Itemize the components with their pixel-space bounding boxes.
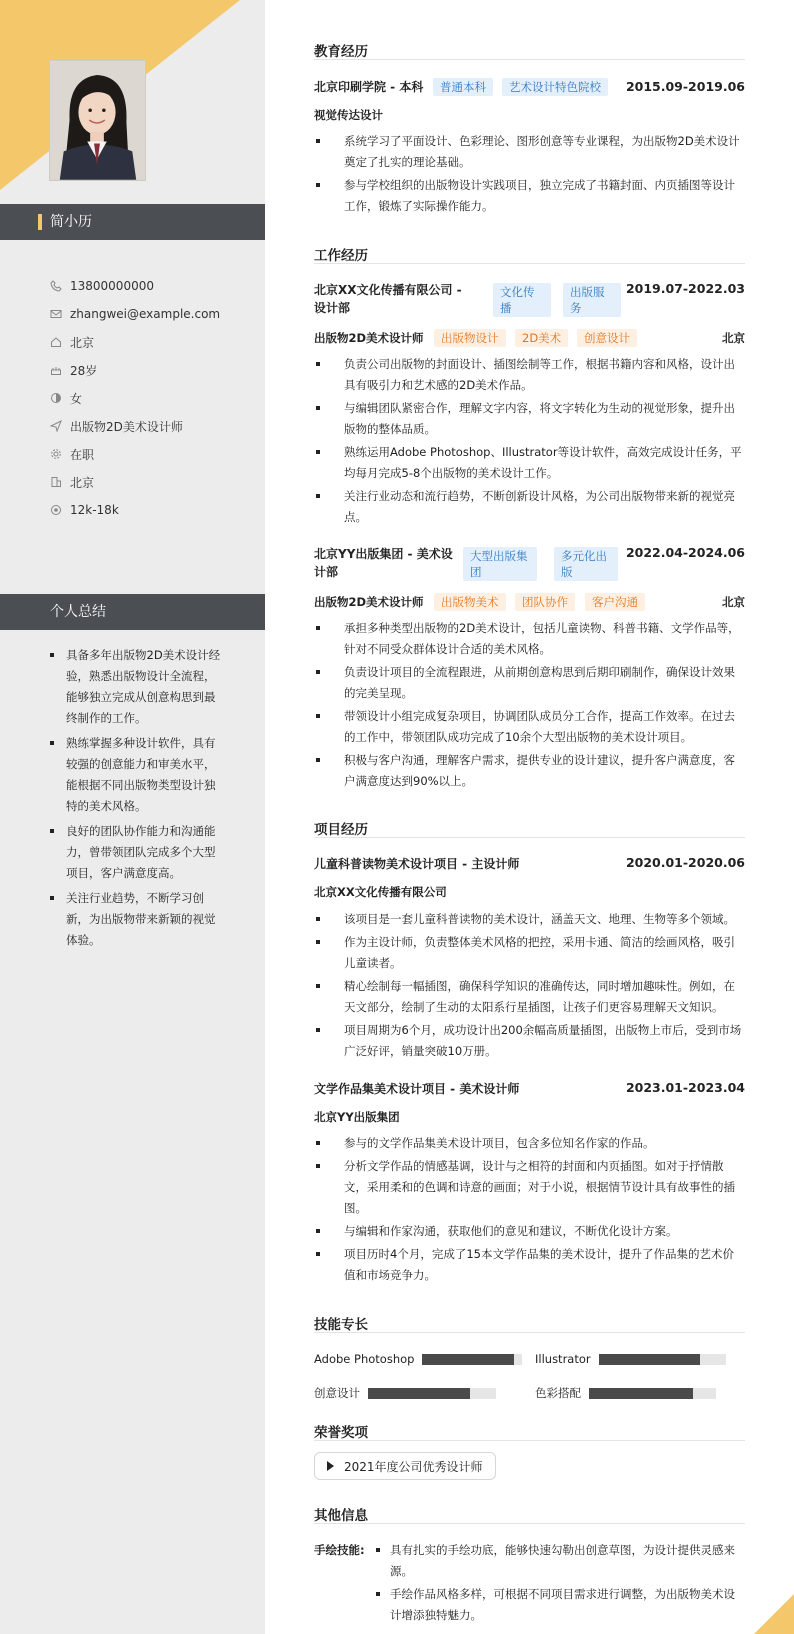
home-icon <box>50 336 62 348</box>
contact-gender: 女 <box>50 384 220 412</box>
education-tag: 艺术设计特色院校 <box>502 78 608 96</box>
job-company: 北京YY出版集团 - 美术设计部 <box>314 547 453 579</box>
project-bullets <box>314 1133 745 1288</box>
corner-decoration <box>754 1594 794 1634</box>
skill-bar <box>422 1354 522 1365</box>
honor-item-button[interactable] <box>314 1452 496 1480</box>
summary-list <box>50 645 222 955</box>
honor-label: 2021年度公司优秀设计师 <box>344 1459 483 1474</box>
contact-status: 在职 <box>50 440 220 468</box>
building-icon <box>50 476 62 488</box>
education-school: 北京印刷学院 - 本科 <box>314 80 424 94</box>
skill-item <box>535 1385 716 1401</box>
job-date: 2022.04-2024.06 <box>625 545 745 560</box>
phone-icon <box>50 280 62 292</box>
education-title: 教育经历 <box>314 40 745 60</box>
summary-item: 具备多年出版物2D美术设计经验，熟悉出版物设计全流程，能够独立完成从创意构思到最终制作的工作。 <box>50 645 222 729</box>
job-location: 北京 <box>722 331 745 345</box>
job-position: 出版物2D美术设计师 <box>314 331 424 345</box>
list-item: 承担多种类型出版物的2D美术设计，包括儿童读物、科普书籍、文学作品等，针对不同受众群体设计合适的美术风格。 <box>314 618 745 660</box>
project-date: 2020.01-2020.06 <box>625 855 745 870</box>
skill-bar <box>589 1388 716 1399</box>
company-tag: 大型出版集团 <box>463 547 537 581</box>
project-name: 儿童科普读物美术设计项目 - 主设计师 <box>314 857 520 871</box>
projects-title: 项目经历 <box>314 818 745 838</box>
gear-icon <box>50 448 62 460</box>
list-item: 负责设计项目的全流程跟进，从前期创意构思到后期印刷制作，确保设计效果的完美呈现。 <box>314 662 745 704</box>
skill-name: Illustrator <box>535 1352 591 1366</box>
list-item: 参与学校组织的出版物设计实践项目，独立完成了书籍封面、内页插图等设计工作，锻炼了实际操作能力。 <box>314 175 745 217</box>
summary-item: 关注行业趋势，不断学习创新，为出版物带来新颖的视觉体验。 <box>50 888 222 951</box>
company-tag: 多元化出版 <box>554 547 618 581</box>
skill-bar <box>368 1388 496 1399</box>
send-icon <box>50 420 62 432</box>
list-item: 熟练运用Adobe Photoshop、Illustrator等设计软件，高效完成设计任务，平均每月完成5-8个出版物的美术设计工作。 <box>314 442 745 484</box>
position-tag: 出版物美术 <box>434 593 506 611</box>
education-tag: 普通本科 <box>433 78 493 96</box>
honors-title: 荣誉奖项 <box>314 1421 745 1441</box>
contact-salary: 12k-18k <box>50 496 220 524</box>
list-item: 系统学习了平面设计、色彩理论、图形创意等专业课程，为出版物2D美术设计奠定了扎实的理论基础。 <box>314 131 745 173</box>
position-tag: 2D美术 <box>515 329 568 347</box>
project-bullets <box>314 909 745 1064</box>
list-item: 带领设计小组完成复杂项目，协调团队成员分工合作，提高工作效率。在过去的工作中，带领团队成功完成了10余个大型出版物的美术设计项目。 <box>314 706 745 748</box>
skill-item <box>314 1352 522 1366</box>
list-item: 作为主设计师，负责整体美术风格的把控，采用卡通、简洁的绘画风格，吸引儿童读者。 <box>314 932 745 974</box>
gender-icon <box>50 392 62 404</box>
skills-title: 技能专长 <box>314 1313 745 1333</box>
education-major: 视觉传达设计 <box>314 108 383 122</box>
mail-icon <box>50 308 62 320</box>
skill-name: Adobe Photoshop <box>314 1352 415 1366</box>
job-date: 2019.07-2022.03 <box>625 281 745 296</box>
project-org: 北京YY出版集团 <box>314 1110 400 1124</box>
skill-bar-fill <box>368 1388 470 1399</box>
company-tag: 文化传播 <box>493 283 551 317</box>
summary-item: 良好的团队协作能力和沟通能力，曾带领团队完成多个大型项目，客户满意度高。 <box>50 821 222 884</box>
project-name: 文学作品集美术设计项目 - 美术设计师 <box>314 1082 520 1096</box>
list-item: 具有扎实的手绘功底，能够快速勾勒出创意草图，为设计提供灵感来源。 <box>374 1540 745 1582</box>
position-tag: 客户沟通 <box>585 593 645 611</box>
skill-name: 色彩搭配 <box>535 1386 581 1400</box>
skill-bar-fill <box>599 1354 701 1365</box>
skill-name: 创意设计 <box>314 1386 360 1400</box>
play-icon <box>327 1461 334 1471</box>
job-bullets <box>314 618 745 794</box>
list-item: 手绘作品风格多样，可根据不同项目需求进行调整，为出版物美术设计增添独特魅力。 <box>374 1584 745 1626</box>
job-location: 北京 <box>722 595 745 609</box>
list-item: 参与的文学作品集美术设计项目，包含多位知名作家的作品。 <box>314 1133 745 1154</box>
other-bullets <box>374 1540 745 1628</box>
position-tag: 出版物设计 <box>434 329 506 347</box>
work-title: 工作经历 <box>314 244 745 264</box>
contact-age: 28岁 <box>50 356 220 384</box>
contact-phone: 13800000000 <box>50 272 220 300</box>
summary-title-bar <box>0 594 265 630</box>
education-date: 2015.09-2019.06 <box>625 79 745 94</box>
list-item: 关注行业动态和流行趋势，不断创新设计风格，为公司出版物带来新的视觉亮点。 <box>314 486 745 528</box>
skill-item <box>535 1352 726 1366</box>
project-date: 2023.01-2023.04 <box>625 1080 745 1095</box>
list-item: 负责公司出版物的封面设计、插图绘制等工作，根据书籍内容和风格，设计出具有吸引力和艺术感的2D美术作品。 <box>314 354 745 396</box>
skill-bar-fill <box>422 1354 514 1365</box>
profile-photo <box>49 60 146 181</box>
skill-bar-fill <box>589 1388 693 1399</box>
list-item: 与编辑团队紧密合作，理解文字内容，将文字转化为生动的视觉形象，提升出版物的整体品质。 <box>314 398 745 440</box>
money-icon <box>50 504 62 516</box>
job-position: 出版物2D美术设计师 <box>314 595 424 609</box>
list-item: 该项目是一套儿童科普读物的美术设计，涵盖天文、地理、生物等多个领域。 <box>314 909 745 930</box>
list-item: 分析文学作品的情感基调，设计与之相符的封面和内页插图。如对于抒情散文，采用柔和的色调和诗意的画面；对于小说，根据情节设计具有故事性的插图。 <box>314 1156 745 1219</box>
sidebar <box>0 0 265 1634</box>
position-tag: 创意设计 <box>577 329 637 347</box>
other-label: 手绘技能: <box>314 1543 365 1557</box>
resume-title-bar <box>0 204 265 240</box>
position-tag: 团队协作 <box>515 593 575 611</box>
skill-item <box>314 1385 496 1401</box>
resume-title: 简小历 <box>50 214 92 230</box>
contact-work-city: 北京 <box>50 468 220 496</box>
education-bullets <box>314 131 745 219</box>
list-item: 项目周期为6个月，成功设计出200余幅高质量插图，出版物上市后，受到市场广泛好评，销量突破10万册。 <box>314 1020 745 1062</box>
skill-bar <box>599 1354 726 1365</box>
company-tag: 出版服务 <box>563 283 621 317</box>
cake-icon <box>50 364 62 376</box>
list-item: 与编辑和作家沟通，获取他们的意见和建议，不断优化设计方案。 <box>314 1221 745 1242</box>
job-company: 北京XX文化传播有限公司 - 设计部 <box>314 283 462 315</box>
summary-title: 个人总结 <box>50 604 106 620</box>
contact-list <box>50 272 220 524</box>
job-bullets <box>314 354 745 530</box>
contact-email: zhangwei@example.com <box>50 300 220 328</box>
list-item: 积极与客户沟通，理解客户需求，提供专业的设计建议，提升客户满意度，客户满意度达到90%以上。 <box>314 750 745 792</box>
contact-city: 北京 <box>50 328 220 356</box>
summary-item: 熟练掌握多种设计软件，具有较强的创意能力和审美水平，能根据不同出版物类型设计独特的美术风格。 <box>50 733 222 817</box>
contact-position: 出版物2D美术设计师 <box>50 412 220 440</box>
list-item: 项目历时4个月，完成了15本文学作品集的美术设计，提升了作品集的艺术价值和市场竞争力。 <box>314 1244 745 1286</box>
project-org: 北京XX文化传播有限公司 <box>314 885 447 899</box>
list-item: 精心绘制每一幅插图，确保科学知识的准确传达，同时增加趣味性。例如，在天文部分，绘制了生动的太阳系行星插图，让孩子们更容易理解天文知识。 <box>314 976 745 1018</box>
other-title: 其他信息 <box>314 1504 745 1524</box>
